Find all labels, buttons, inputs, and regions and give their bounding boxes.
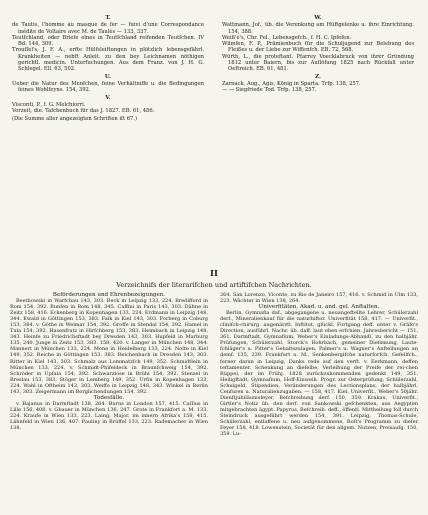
index-entry: Würth, L., die proteftant. Pfarrey Voecklabruck von ihrer Gründung 1812 unter Baiern, bis zur Auflöfung 1825 nach Rückfall unter Oeftreich. EB. 61, 481. [222,53,414,73]
index-entry: Zarnack, Aug., Agis, König in Sparta. Trfp. 138, 257. [222,80,361,87]
index-entry: Wilmfen, F. P., Prämienbuch für die Schuljugend zur Belebung des Fleißes u. der Liebe zur Wiffenfch. EB. 72, 568. [222,41,414,54]
universities-text: Berlin, Gymnafia daf., abgegangene u. neuangeftellte Lehrer, Schülerzahl derf., Mineralienkauf für die naturhiftor. Univerfität 158, 417. — Univerfit., clinifch-chirurg. augenärztl. Inftitut, glückl. Fortgang deff. unter v. Gräfe's Direction, ausführl. Nachr. üb. daff. laut eben erfchien. Jahresbericht — 151, 361. Darmftadt, Gymnafium, Weber's Einladungs-Abhandl. zu den halbjähr. Prüfungen, Schülerzahl, Storck's Rohrbach, gemeiner Diefsmung, Laute-fchläger's u. Pitter's Gehaltszulagen, Palmer's u. Wagner's Anftellungen an demf. 135, 239. Frankfurt a. M., Senkenbergifche naturforfch. Gefellfch., ferner daran in Leipzig, Danks rede auf den verft. v. Eerkmann, deffen teftamenter. Schenkung an diefelbe, Verleihung der Preife der rei-chen Rüppel, der im Frühj. 1828 zurückzukommenden gedenkt 149, 351. Heiligftadt, Gymnafium, Hoff-Einweih. Progr. zur Osterprüfung, Schülerzahl, Schulgeld, Stipendien, Veränderungen des Lectionsplans, der halbjährl. Cenfuren u. Naturalienzugaben. — 158, 417. Kiel, Univerfit., Weber's 50jähr. Dienftjubiläumsfeyer, Befchreibung derf. 150, 359. Krakau, Univerfit., Girtler's Notiz üb. den derf. von Sankowski gefchenkten, aus Aegypten mitgebrachten ägypt. Papyrus, Befchreib. deff., öffentl. Mittheilung foll durch Steindruck ausgeführt werden 154, 391. Leipzig, Thomas-Schule, Schülerzahl, entlaffene u. neu aufgenommene, Roft's Programm zu dieſer Feyer 158, 418. Lowenstein, Societät für den allgem. Nutzen, Preisaufg. 150, 359. Lu- [220,310,418,438]
letter-heading-v: V. [105,94,111,101]
subsection-heading-deaths: Todesfälle. [93,394,125,401]
letter-heading-w: W. [314,15,322,21]
index-entry: Ueber die Natur des Menfchen, feine Verhältniffe u. die Bedingungen feines Wohlfeyns. 154, 392. [12,80,204,94]
index-entry: Vorzeit, die. Tafchenbuch für das J. 1827. EB. 61, 486. [12,108,155,115]
index-entry: Wattmann, Jof., üb. die Verenkung am Hüftgelenke u. ihre Einrichtung. 154, 388. [222,22,414,35]
index-column-left [12,14,204,123]
index-entry: Weiß'e's, Chr. Fel., Lebensgefch., f. H. C. Ipfefen. [222,34,352,41]
section-numeral: II [210,269,218,279]
section-title: Verzeichnifs der literarifchen und artiftifchen Nachrichten. [116,281,312,289]
letter-heading-u: U. [104,73,112,80]
index-entry: Visconti, P., f. G. Melchiorri. [12,101,86,108]
index-entry: Teutfchland, oder Briefe eines in Teutfchland reifenden Teutfchen. IV Bd. 144, 309. [12,34,204,48]
subsection-heading-universities: Univerfitäten, Akad. u. and. gel. Anftalten. [258,304,380,311]
summary-note: (Die Summe aller angezeigten Schriften iſt 67.) [12,116,137,123]
index-entry: — — Siegfriede Tod. Trfp. 138, 257. [222,87,317,94]
subsection-heading-promotions: Beförderungen und Ehrenbezeigungen. [52,292,166,298]
deaths-text: v. Bajanus in Darmftadt 138, 264. Burns in London 157, 415. Caſſius in Lille 156, 408. v. Gbauer in München 136, 247. Grote in Frankfort a. M. 133, 224. Kraufe in Wien 133, 223. Laing, Major, im innern Afrika's 158, 415. Lähnfeld in Wien 136, 407. Pauliny in Brüffel 133, 223. Rademacher in Wien 138, [10,400,208,432]
news-column-right [220,292,418,437]
letter-heading-t: T. [105,15,111,21]
section-heading [0,270,428,290]
index-entry: de Tautis, l'homme au masque de fer — fuivi d'une Correspondance inédite de Voltaire avec M. de Taulès — 133, 337. [12,22,204,35]
deaths-continued-text: 264. San Lorenzo, Viconte, zu Rio de Janeiro 157, 416. v. Schmid in Ulm 133, 223. Wächter in Wien 138, 264. [220,292,418,305]
letter-heading-z: Z. [315,73,321,80]
index-column-right [222,14,414,94]
news-column-left [10,292,208,431]
index-entry: Troufſel's, J. F. A., erfte Hülfsleiftungen in plötzlich lebensgefährl. Krankheiten — nebft Anleit. zu den bey Leichnamen nöthigen gerichtl. medicin. Unterfuchungen. Aus dem Franz. von J. H. G. Schlegel. Ell. 63, 502. [12,47,204,73]
promotions-text: Beethowski in Warfchau 143, 303. Beck in Leipzig 133, 224. Bredifford in Rom 154, 392. Bunfen in Rom 148, 345. Caffini in Paris 143, 303. Dähne in Zeitz 158, 416. Eckenberg in Kopenhagen 133, 224. Erdmann in Leipzig 148, 344. Ewald in Göttingen 153, 383. Falk in Kiel 143, 303. Forberg in Coburg 153, 384. v. Göthe in Weimar 154, 392. Groffe in Stendal 154, 392. Hamel in Tula 154, 392. Hasenfratz in Hirfchberg 153, 383. Heimbach in Leipzig 148, 343. Heinfe zu Friedrichsftadt bey Dresden 143, 303. Hupfeld in Marburg 135, 240. Junge in Zeitz 153, 383. 158, 420. v. Langer in München 148, 344. Mannert in München 133, 224. Mone in Heidelberg 133, 224. Nolte in Kiel 149, 352. Reiche in Göttingen 153, 383. Reichenbach in Dresden 143, 303. Ritter in Kiel 143, 303. Schmalz aus Lommatzfch 149, 352. Schmidtlein in München 133, 224. v. Schmidt-Phifeldeck in Braunfchweig 154, 392. Schröder in Upfala 154, 392. Schwarzlose in Brühl 154, 392. Stenzel in Breslau 153, 383. Stöger in Lemberg 149, 352. Urfin in Kopenhagen 133, 224. Wahl in Oftheim 143, 303. Weiffe in Leipzig 148, 343. Winkel in Berlin 143, 303. Zeigermann im Borglichendungen 154, 392. [10,298,208,395]
